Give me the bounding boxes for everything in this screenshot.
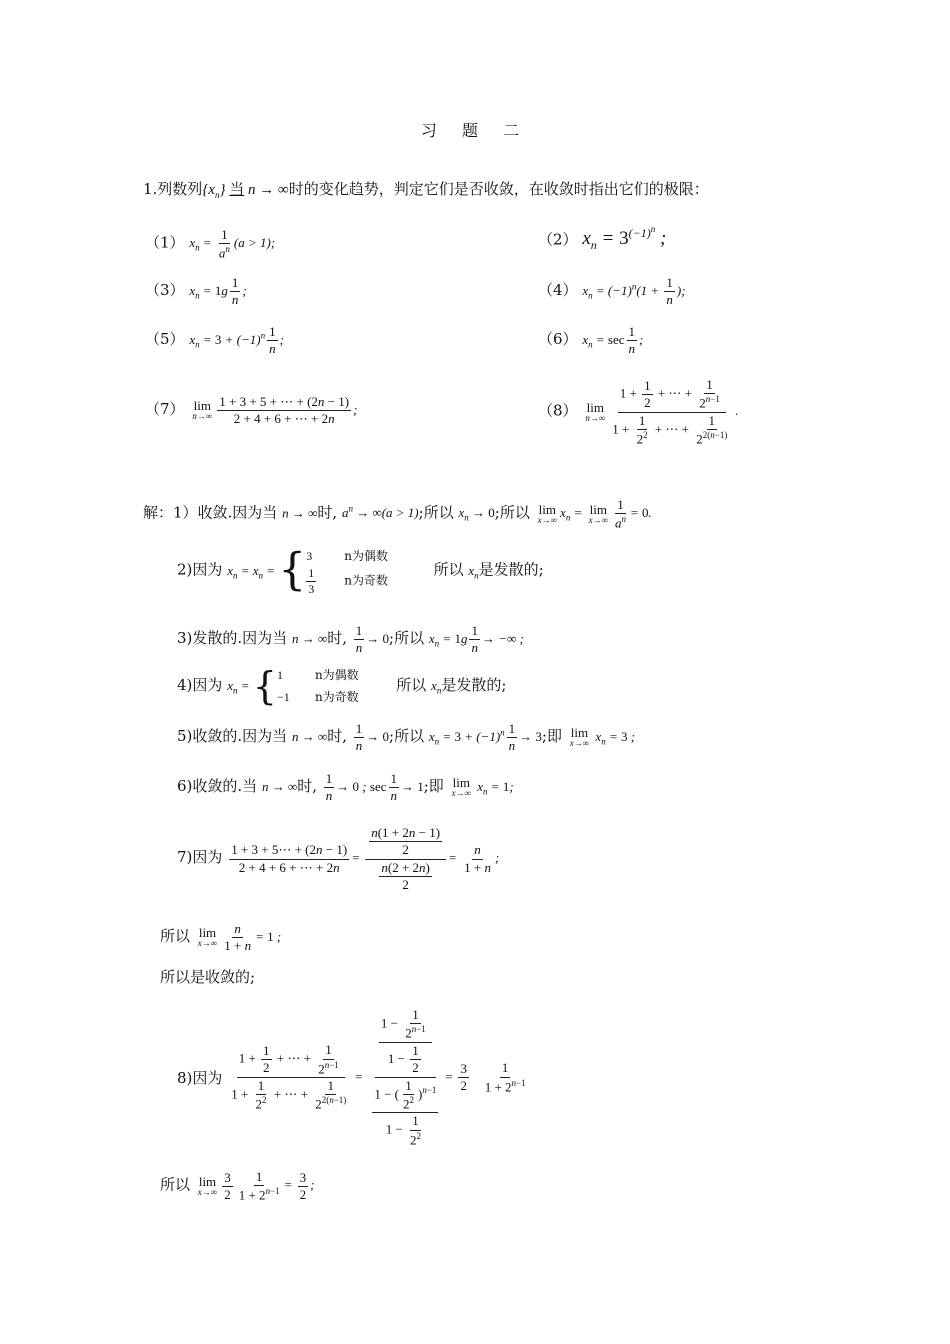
problem-item-3: （3） $x_n = 1g$ $\frac{1}{n}$ ; (145, 275, 247, 308)
problem-item-4: （4） $x_n = (-1)^n(1$ + $\frac{1}{n}$ ); (538, 275, 686, 308)
problem-intro: 1.列数列$\{x_n\}$ 当 n → ∞时的变化趋势，判定它们是否收敛，在收敛时指出它们的极限： (143, 180, 709, 200)
solution-3: 3)发散的.因为当 n → ∞时, $\frac{1}{n}$ → 0;所以 $x_n = 1g$ $\frac{1}{n}$ → −∞ ; (177, 623, 524, 656)
solution-7-conclusion: 所以是收敛的; (160, 968, 256, 986)
problem-item-1: （1） $x_n$ = $\frac{1}{a^n}$ (a > 1); (145, 227, 276, 261)
solution-1: 解：1）收敛.因为当 n → ∞时, $a^n \to \infty(a > 1)$;所以 $x_n \to 0$;所以 lim x→∞ $x_n$ = lim x→∞ $\frac{1}{a^n}$ = 0. (143, 497, 652, 531)
problem-item-5: （5） $x_n = 3 + (-1)^n$ $\frac{1}{n}$ ; (145, 324, 284, 357)
page-title: 习 题 二 (420, 121, 530, 140)
solution-8-limit: 所以 lim x→∞ $\frac{3}{2}$ $\frac{1}{1 + 2^{n-1}}$ = $\frac{3}{2}$ ; (160, 1169, 315, 1203)
solution-2: 2)因为 $x_n = x_n$ = { 3 n为偶数 $\frac{1}{3}$ n为奇数 所以 $x_n$是发散的; (177, 544, 544, 597)
solution-5: 5)收敛的.因为当 n → ∞时, $\frac{1}{n}$ → 0;所以 $x_n = 3 + (-1)^n$ $\frac{1}{n}$ → 3;即 lim x→∞ $x_n = 3$ ; (177, 721, 636, 754)
problem-item-2: （2） $x_n = 3^{(-1)^n}$ ; (538, 224, 667, 253)
solution-4: 4)因为 $x_n$ = { 1 n为偶数 −1 n为奇数 所以 $x_n$是发散的; (177, 664, 507, 708)
solution-7-limit: 所以 lim x→∞ $\frac{n}{1 + n}$ = 1 ; (160, 921, 282, 954)
problem-item-6: （6） $x_n = \sec$ $\frac{1}{n}$ ; (538, 324, 644, 357)
solution-7: 7)因为 $\frac{1 + 3 + 5\cdots + (2n - 1)}{2 + 4 + 6 + \cdots + 2n}$ = $\frac{\frac{n(1 + 2n - 1)}{2}}{\frac{n(2 + 2n)}{2}}$ = $\frac{n}{1 + n}$ ; (177, 825, 500, 892)
solution-6: 6)收敛的.当 n → ∞时, $\frac{1}{n}$ → 0 ; sec $\frac{1}{n}$ → 1;即 lim x→∞ $x_n = 1$; (177, 771, 514, 804)
problem-item-7: （7） lim n→∞ $\frac{1 + 3 + 5 + \cdots + (2n - 1)}{2 + 4 + 6 + \cdots + 2n}$ ; (145, 394, 358, 427)
problem-item-8: （8） lim n→∞ 1 + $\frac{1}{2}$ + ⋯ + $\frac{1}{2^{n-1}}$ 1 + $\frac{1}{2^2}$ + ⋯ + $\frac{1}{2^{2(n-1)}}$ . (538, 377, 739, 447)
solution-8: 8)因为 1 + $\frac{1}{2}$ + ⋯ + $\frac{1}{2^{n-1}}$ 1 + $\frac{1}{2^2}$ + ⋯ + $\frac{1}{2^{2(n-1)}}$ = 1 − $\frac{1}{2^{n-1}}$ 1 − $\frac{1}{2}$ 1 − ( $\frac{1}{2^2}$ )$^{n-1}$ 1 − $\frac{1}{2^2}$ = $\frac{3}{2}$ $\frac{1}{1 + 2^{n-1}}$ (177, 1007, 526, 1148)
